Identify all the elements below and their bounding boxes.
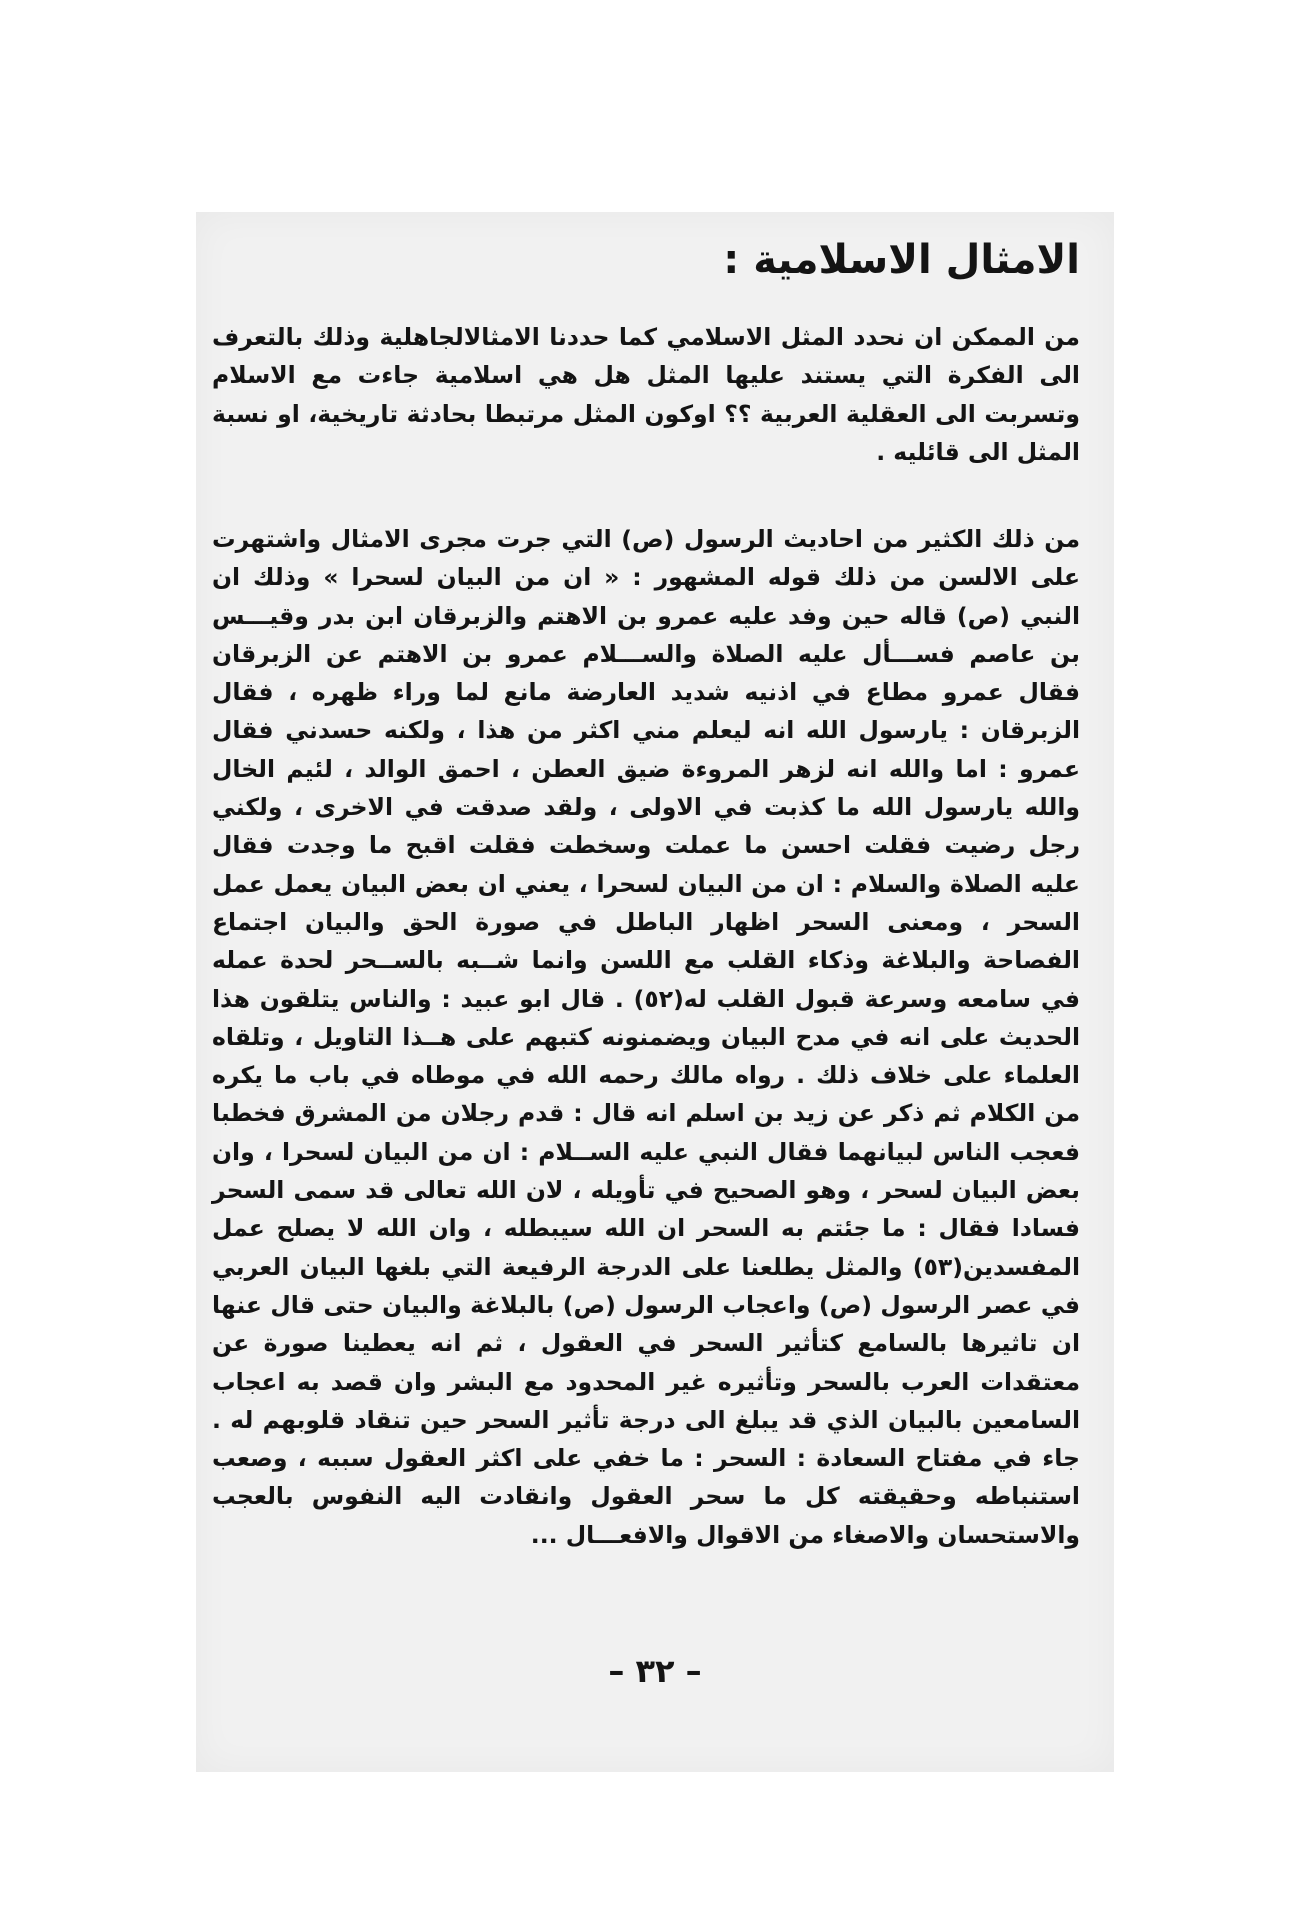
paragraph-hadith-examples: من ذلك الكثير من احاديث الرسول (ص) التي جرت مجرى الامثال واشتهرت على الالسن من ذلك قوله المشهور : « ان من البيان لسحرا » وذلك ان النبي (ص) قاله حين وفد عليه عمرو بن الاهتم والزبرقان ابن بدر وقيـــس بن عاصم فســـأل عليه الصلاة والســـلام عمرو بن الاهتم عن الزبرقان فقال عمرو مطاع في اذنيه شديد العارضة مانع لما وراء ظهره ، فقال الزبرقان : يارسول الله انه ليعلم مني اكثر من هذا ، ولكنه حسدني فقال عمرو : اما والله انه لزهر المروءة ضيق العطن ، احمق الوالد ، لئيم الخال والله يارسول الله ما كذبت في الاولى ، ولقد صدقت في الاخرى ، ولكني رجل رضيت فقلت احسن ما عملت وسخطت فقلت اقبح ما وجدت فقال عليه الصلاة والسلام : ان من البيان لسحرا ، يعني ان بعض البيان يعمل عمل السحر ، ومعنى السحر اظهار الباطل في صورة الحق والبيان اجتماع الفصاحة والبلاغة وذكاء القلب مع اللسن وانما شــبه بالســحر لحدة عمله في سامعه وسرعة قبول القلب له(٥٢) . قال ابو عبيد : والناس يتلقون هذا الحديث على انه في مدح البيان ويضمنونه كتبهم على هــذا التاويل ، وتلقاه العلماء على خلاف ذلك . رواه مالك رحمه الله في موطاه في باب ما يكره من الكلام ثم ذكر عن زيد بن اسلم انه قال : قدم رجلان من المشرق فخطبا فعجب الناس لبيانهما فقال النبي عليه الســلام : ان من البيان لسحرا ، وان بعض البيان لسحر ، وهو الصحيح في تأويله ، لان الله تعالى قد سمى السحر فسادا فقال : ما جئتم به السحر ان الله سيبطله ، وان الله لا يصلح عمل المفسدين(٥٣) والمثل يطلعنا على الدرجة الرفيعة التي بلغها البيان العربي في عصر الرسول (ص) واعجاب الرسول (ص) بالبلاغة والبيان حتى قال عنها ان تاثيرها بالسامع كتأثير السحر في العقول ، ثم انه يعطينا صورة عن معتقدات العرب بالسحر وتأثيره غير المحدود مع البشر وان قصد به اعجاب السامعين بالبيان الذي قد يبلغ الى درجة تأثير السحر حين تنقاد قلوبهم له . جاء في مفتاح السعادة : السحر : ما خفي على اكثر العقول سببه ، وصعب استنباطه وحقيقته كل ما سحر العقول وانقادت اليه النفوس بالعجب والاستحسان والاصغاء من الاقوال والافعـــال ... (212, 525, 1080, 1549)
page-number: – ٣٢ – (608, 1652, 702, 1690)
page-title: الامثال الاسلامية : (723, 237, 1080, 283)
paragraph-intro: من الممكن ان نحدد المثل الاسلامي كما حددنا الامثالالجاهلية وذلك بالتعرف الى الفكرة التي يستند عليها المثل هل هي اسلامية جاءت مع الاسلام وتسربت الى العقلية العربية ؟؟ اوكون المثل مرتبطا بحادثة تاريخية، او نسبة المثل الى قائليه . (212, 323, 1080, 466)
